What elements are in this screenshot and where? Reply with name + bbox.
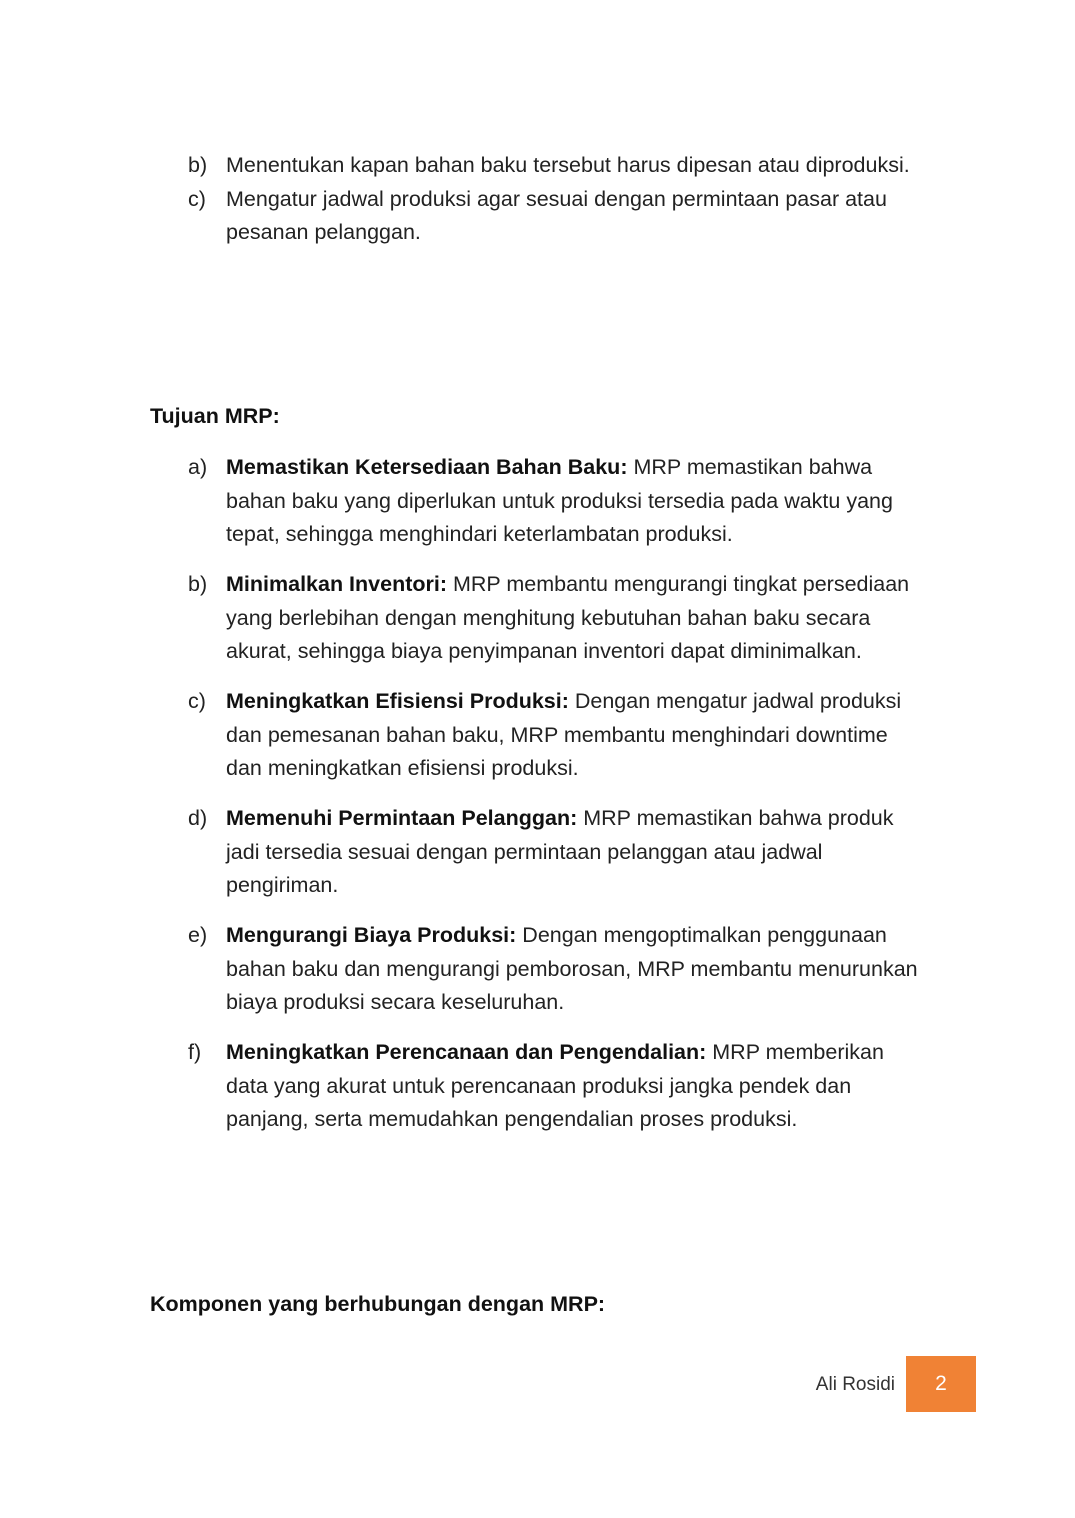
list-marker: c) — [188, 186, 206, 211]
list-item-text: Menentukan kapan bahan baku tersebut harus dipesan atau diproduksi. — [226, 153, 910, 177]
list-item-text: Mengatur jadwal produksi agar sesuai dengan permintaan pasar atau pesanan pelanggan. — [226, 186, 887, 244]
list-item-lead: Memenuhi Permintaan Pelanggan: — [226, 806, 578, 830]
section-heading-components: Komponen yang berhubungan dengan MRP: — [150, 1292, 606, 1316]
list-item-text: Dengan mengoptimalkan penggunaan bahan baku dan mengurangi pemborosan, MRP membantu menurunkan biaya produksi secara keseluruhan. — [226, 923, 918, 1014]
footer-author: Ali Rosidi — [815, 1374, 895, 1395]
section-heading-goals: Tujuan MRP: — [150, 404, 280, 428]
list-item — [188, 183, 928, 250]
list-marker: b) — [188, 572, 208, 596]
list-item — [188, 802, 928, 903]
page-number-badge — [906, 1356, 976, 1412]
list-item-lead: Meningkatkan Efisiensi Produksi: — [226, 689, 569, 713]
list-item — [188, 451, 928, 552]
list-item-text: MRP memberikan data yang akurat untuk perencanaan produksi jangka pendek dan panjang, serta memudahkan pengendalian proses produksi. — [226, 1040, 884, 1131]
list-item — [188, 919, 928, 1020]
list-marker: e) — [188, 923, 208, 947]
list-item — [188, 685, 928, 786]
list-item-lead: Memastikan Ketersediaan Bahan Baku: — [226, 455, 628, 479]
list-item-text: MRP memastikan bahwa bahan baku yang diperlukan untuk produksi tersedia pada waktu yang tepat, sehingga menghindari keterlambatan produksi. — [226, 455, 893, 546]
list-item-text: Dengan mengatur jadwal produksi dan pemesanan bahan baku, MRP membantu menghindari downtime dan meningkatkan efisiensi produksi. — [226, 689, 902, 780]
list-item-text: MRP membantu mengurangi tingkat persediaan yang berlebihan dengan menghitung kebutuhan bahan baku secara akurat, sehingga biaya penyimpanan inventori dapat diminimalkan. — [226, 572, 910, 663]
list-item — [188, 568, 928, 669]
list-item-text: MRP memastikan bahwa produk jadi tersedia sesuai dengan permintaan pelanggan atau jadwal pengiriman. — [226, 806, 894, 897]
list-marker: d) — [188, 806, 208, 830]
intro-list — [188, 149, 928, 250]
list-marker: b) — [188, 153, 208, 177]
goals-list — [188, 451, 928, 1153]
page-number: 2 — [935, 1372, 947, 1395]
list-marker: c) — [188, 689, 206, 713]
list-item — [188, 149, 928, 183]
list-item — [188, 1036, 928, 1137]
list-item-lead: Meningkatkan Perencanaan dan Pengendalian: — [226, 1040, 707, 1064]
list-item-lead: Mengurangi Biaya Produksi: — [226, 923, 517, 947]
list-item-lead: Minimalkan Inventori: — [226, 572, 448, 596]
list-marker: f) — [188, 1040, 202, 1064]
list-marker: a) — [188, 455, 208, 479]
